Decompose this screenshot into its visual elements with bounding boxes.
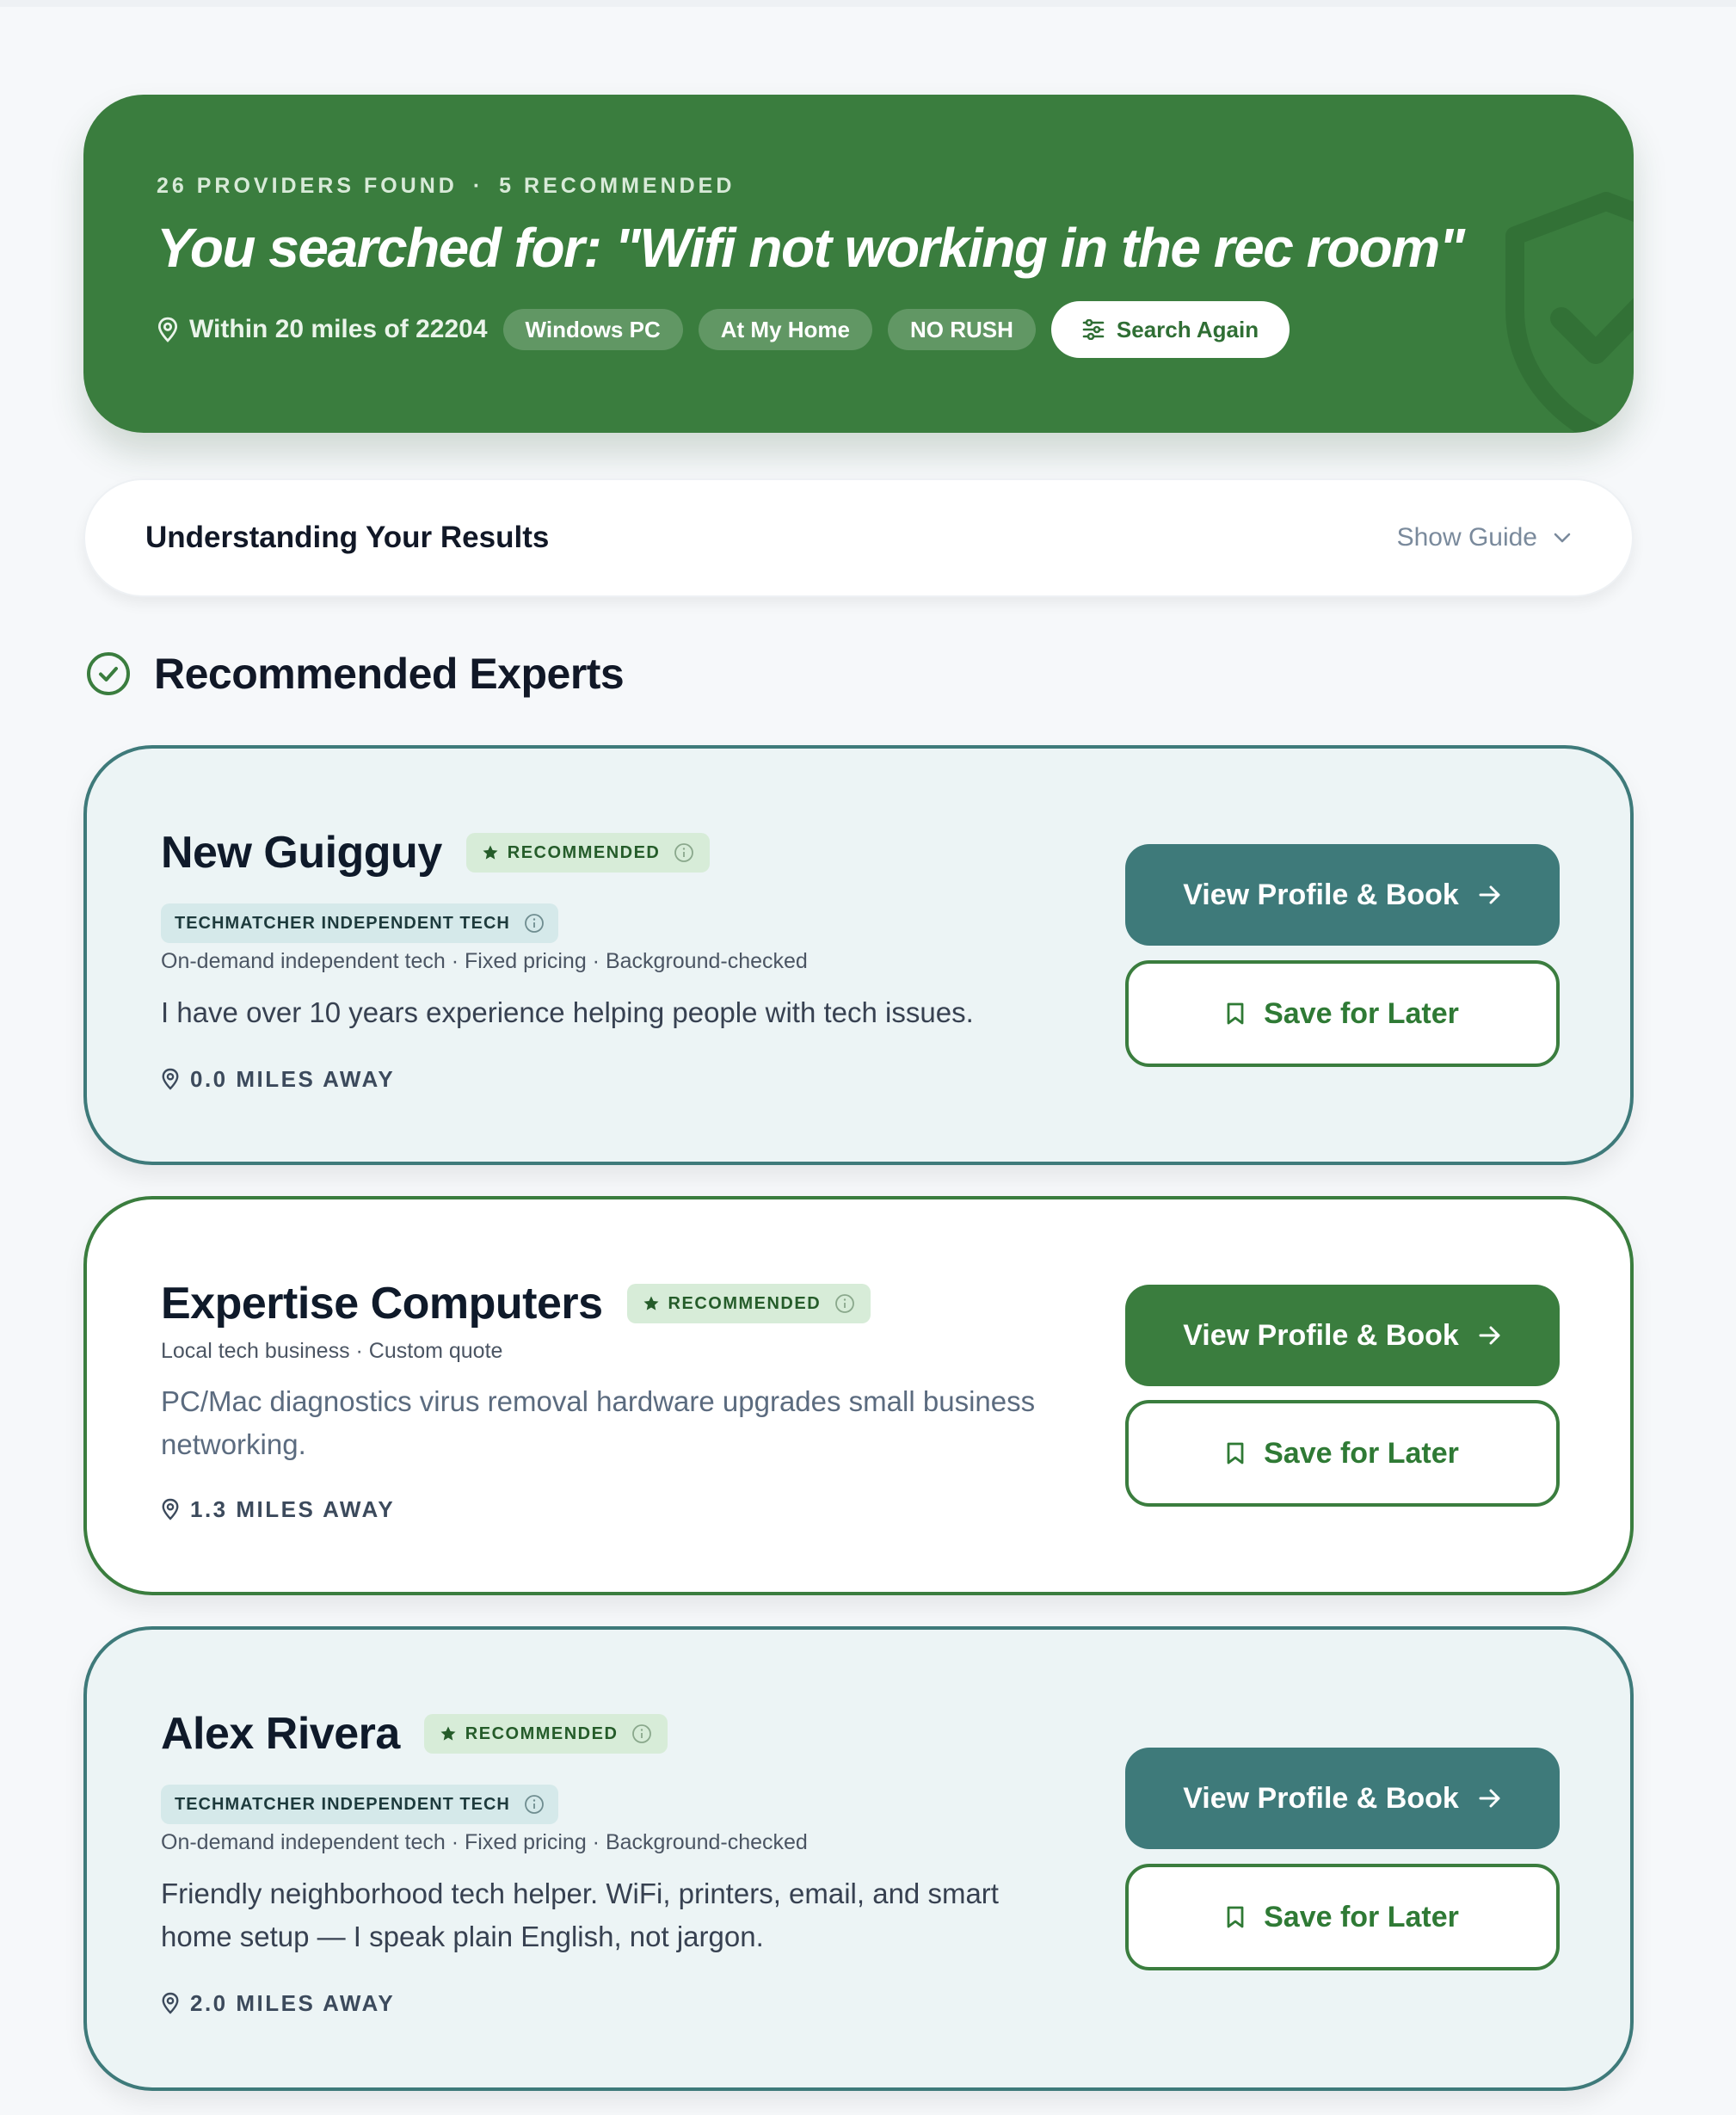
provider-header: [161, 824, 710, 881]
provider-distance: [161, 1986, 395, 2020]
arrow-right-icon: [1478, 1788, 1502, 1809]
search-summary-banner: [83, 95, 1634, 433]
save-for-later-button[interactable]: [1125, 1864, 1560, 1970]
info-icon[interactable]: [834, 1293, 855, 1314]
provider-distance: [161, 1062, 395, 1096]
device-chip: Windows PC: [503, 309, 683, 350]
shield-check-icon: [1494, 189, 1634, 433]
button-label: View Profile & Book: [1183, 1781, 1459, 1815]
section-title: Recommended Experts: [154, 650, 625, 698]
provider-subtitle: Local tech business · Custom quote: [161, 1339, 503, 1363]
provider-name: New Guigguy: [161, 828, 442, 878]
providers-found: 26 PROVIDERS FOUND: [157, 173, 458, 198]
provider-description: Friendly neighborhood tech helper. WiFi, printers, email, and smart home setup — I speak plain English, not jargon.: [161, 1878, 999, 1952]
provider-subtitle: On-demand independent tech · Fixed pricing · Background-checked: [161, 1830, 808, 1854]
provider-header: [161, 1275, 871, 1332]
provider-distance: [161, 1492, 395, 1526]
provider-description: I have over 10 years experience helping people with tech issues.: [161, 996, 974, 1028]
results-count: [157, 169, 735, 203]
techmatcher-tag: [161, 903, 558, 943]
search-again-label: Search Again: [1116, 316, 1259, 342]
recommended-count: 5 RECOMMENDED: [499, 173, 736, 198]
guide-title: Understanding Your Results: [145, 521, 550, 554]
search-filters: [157, 300, 1290, 359]
location-text: Within 20 miles of 22204: [189, 315, 488, 343]
urgency-chip: NO RUSH: [888, 309, 1036, 350]
arrow-right-icon: [1478, 885, 1502, 905]
techmatcher-tag: [161, 1785, 558, 1824]
button-label: Save for Later: [1264, 996, 1459, 1030]
star-icon: [440, 1725, 457, 1742]
info-icon[interactable]: [524, 913, 545, 934]
show-guide-toggle[interactable]: [1397, 480, 1572, 595]
recommended-badge: [627, 1284, 871, 1323]
map-pin-icon: [157, 317, 179, 342]
info-icon[interactable]: [674, 842, 694, 863]
show-guide-label: Show Guide: [1396, 523, 1537, 552]
provider-header: [161, 1705, 668, 1762]
badge-label: RECOMMENDED: [668, 1293, 822, 1313]
button-label: View Profile & Book: [1183, 878, 1459, 911]
sliders-icon: [1082, 319, 1105, 340]
separator-dot: ·: [472, 173, 484, 198]
recommended-experts-heading: [85, 645, 624, 702]
provider-card: [83, 1196, 1634, 1595]
view-profile-book-button[interactable]: [1125, 844, 1560, 946]
view-profile-book-button[interactable]: [1125, 1748, 1560, 1849]
map-pin-icon: [161, 1068, 180, 1090]
search-query-title: You searched for: "Wifi not working in the rec room": [157, 217, 1464, 279]
button-label: Save for Later: [1264, 1436, 1459, 1470]
map-pin-icon: [161, 1498, 180, 1520]
provider-subtitle: On-demand independent tech · Fixed pricing · Background-checked: [161, 949, 808, 973]
badge-label: RECOMMENDED: [465, 1723, 619, 1743]
button-label: Save for Later: [1264, 1900, 1459, 1933]
results-guide-panel: [83, 478, 1634, 597]
recommended-badge: [424, 1714, 668, 1754]
provider-name: Alex Rivera: [161, 1709, 400, 1759]
tag-label: TECHMATCHER INDEPENDENT TECH: [175, 1794, 510, 1814]
info-icon[interactable]: [524, 1794, 545, 1815]
view-profile-book-button[interactable]: [1125, 1285, 1560, 1386]
distance-label: 2.0 MILES AWAY: [190, 1989, 396, 2016]
save-for-later-button[interactable]: [1125, 1400, 1560, 1507]
service-location-chip: At My Home: [699, 309, 872, 350]
tag-label: TECHMATCHER INDEPENDENT TECH: [175, 913, 510, 933]
bookmark-icon: [1226, 1905, 1245, 1929]
arrow-right-icon: [1478, 1325, 1502, 1346]
button-label: View Profile & Book: [1183, 1318, 1459, 1352]
search-again-button[interactable]: [1051, 301, 1290, 358]
save-for-later-button[interactable]: [1125, 960, 1560, 1067]
check-circle-icon: [85, 651, 132, 697]
top-divider: [0, 0, 1736, 7]
star-icon: [643, 1295, 660, 1312]
provider-description: PC/Mac diagnostics virus removal hardware upgrades small business networking.: [161, 1385, 1036, 1460]
provider-card: [83, 745, 1634, 1165]
provider-card: [83, 1626, 1634, 2091]
provider-name: Expertise Computers: [161, 1279, 603, 1329]
map-pin-icon: [161, 1992, 180, 2014]
star-icon: [482, 844, 499, 861]
bookmark-icon: [1226, 1002, 1245, 1026]
badge-label: RECOMMENDED: [507, 842, 661, 862]
recommended-badge: [466, 833, 711, 873]
bookmark-icon: [1226, 1441, 1245, 1465]
info-icon[interactable]: [631, 1723, 652, 1744]
distance-label: 1.3 MILES AWAY: [190, 1495, 396, 1522]
distance-label: 0.0 MILES AWAY: [190, 1065, 396, 1092]
location-filter: [157, 315, 488, 344]
chevron-down-icon: [1553, 532, 1572, 544]
